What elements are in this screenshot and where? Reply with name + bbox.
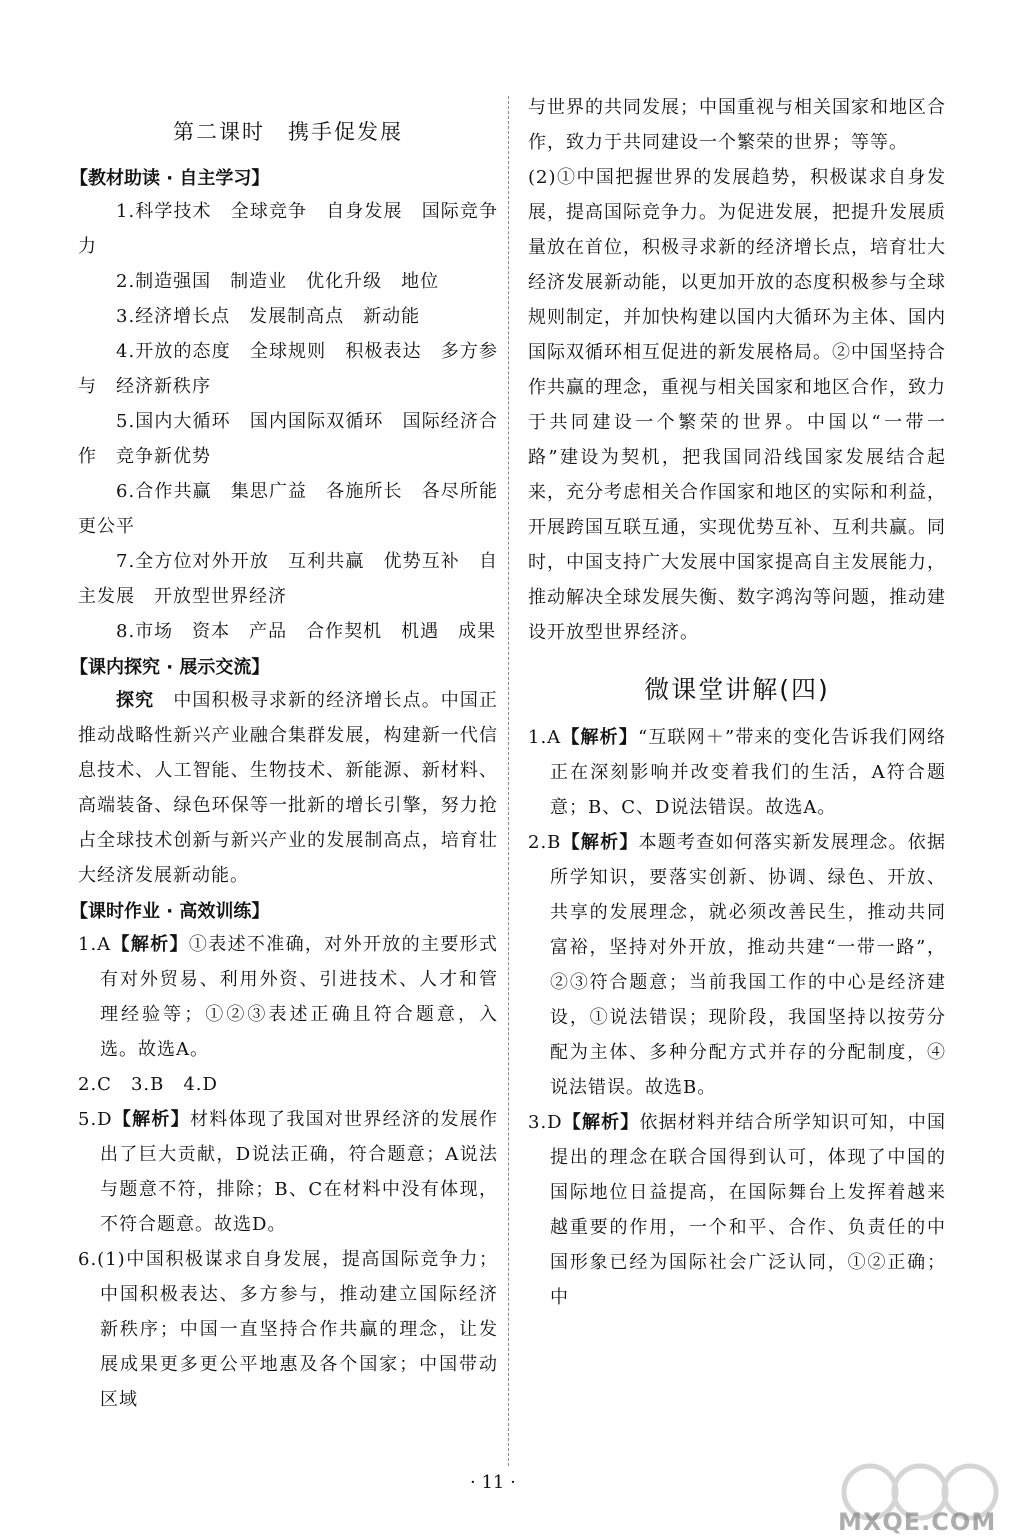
r2-text: 本题考查如何落实新发展理念。依据所学知识，要落实创新、协调、绿色、开放、共享的发展理念，就必须改善民生，推动共同富裕，坚持对外开放，推动共建“一带一路”，②③符合题意；当前我国工作的中心是经济建设，①说法错误；现阶段，我国坚持以按劳分配为主体、多种分配方式并存的分配制度，④说法错误。故选B。 [550,832,947,1098]
explore-text: 中国积极寻求新的经济增长点。中国正推动战略性新兴产业融合集群发展，构建新一代信息技术、人工智能、生物技术、新能源、新材料、高端装备、绿色环保等一批新的增长引擎，努力抢占全球技术创新与新兴产业的发展制高点，培育壮大经济发展新动能。 [78,690,499,886]
lecture-answer-1 [528,720,946,825]
page-number: · 11 · [470,1472,516,1493]
section-heading-reading: 【教材助读 · 自主学习】 [70,168,270,189]
left-column [70,90,517,1417]
explore-paragraph [78,683,498,893]
watermark-text: MXQE.COM [838,1508,997,1536]
r1-answer: 1.A [528,727,562,748]
lecture-answer-3 [528,1105,946,1315]
q5-tag: 【解析】 [112,1109,190,1130]
answer-item: 6.合作共赢 集思广益 各施所长 各尽所能 更公平 [78,481,517,537]
r2-tag: 【解析】 [561,832,639,853]
r1-text: “互联网＋”带来的变化告诉我们网络正在深刻影响并改变着我们的生活，A符合题意；B、C、D说法错误。故选A。 [550,727,946,818]
lecture-answer-2 [528,825,946,1105]
q1-answer: 1.A [78,934,112,955]
answer-part-2: (2)①中国把握世界的发展趋势，积极谋求自身发展，提高国际竞争力。为促进发展，把提升发展质量放在首位，积极寻求新的经济增长点，培育壮大经济发展新动能，以更加开放的态度积极参与全球规则制定，并加快构建以国内大循环为主体、国内国际双循环相互促进的新发展格局。②中国坚持合作共赢的理念，重视与相关国家和地区合作，致力于共同建设一个繁荣的世界。中国以“一带一路”建设为契机，把我国同沿线国家发展结合起来，充分考虑相关合作国家和地区的实际和利益，开展跨国互联互通，实现优势互补、互利共赢。同时，中国支持广大发展中国家提高自主发展能力，推动解决全球发展失衡、数字鸿沟等问题，推动建设开放型世界经济。 [528,167,946,643]
answer-q6: 6.(1)中国积极谋求自身发展，提高国际竞争力；中国积极表达、多方参与，推动建立国际经济新秩序；中国一直坚持合作共赢的理念，让发展成果更多更公平地惠及各个国家；中国带动区域 [78,1249,498,1410]
column-divider [508,96,510,1466]
answer-item: 2.制造强国 制造业 优化升级 地位 [116,271,440,292]
q5-text: 材料体现了我国对世界经济的发展作出了巨大贡献，D说法正确，符合题意；A说法与题意不符，排除；B、C在材料中没有体现，不符合题意。故选D。 [100,1109,499,1235]
explore-label: 探究 [116,690,155,711]
lesson-title: 第二课时 携手促发展 [173,120,403,144]
micro-lecture-heading: 微课堂讲解(四) [644,675,830,704]
answer-q1 [78,927,498,1067]
answer-item: 3.经济增长点 发展制高点 新动能 [116,306,421,327]
answer-q2-4: 2.C 3.B 4.D [78,1074,218,1095]
q5-answer: 5.D [78,1109,113,1130]
answer-item: 1.科学技术 全球竞争 自身发展 国际竞争力 [78,201,498,257]
r2-answer: 2.B [528,832,562,853]
right-column [528,90,946,1315]
answer-item: 4.开放的态度 全球规则 积极表达 多方参与 经济新秩序 [78,341,498,397]
q1-tag: 【解析】 [111,934,189,955]
continued-paragraph: 与世界的共同发展；中国重视与相关国家和地区合作，致力于共同建设一个繁荣的世界；等等。 [528,97,946,153]
r3-text: 依据材料并结合所学知识可知，中国提出的理念在联合国得到认可，体现了中国的国际地位日益提高，在国际舞台上发挥着越来越重要的作用，一个和平、合作、负责任的中国形象已经为国际社会广泛认同，①②正确；中 [550,1112,947,1308]
r3-answer: 3.D [528,1112,563,1133]
answer-item: 8.市场 资本 产品 合作契机 机遇 成果 [116,621,497,642]
answer-item: 5.国内大循环 国内国际双循环 国际经济合作 竞争新优势 [78,411,498,467]
section-heading-explore: 【课内探究 · 展示交流】 [70,657,270,678]
r1-tag: 【解析】 [561,727,638,748]
r3-tag: 【解析】 [562,1112,640,1133]
q1-text: ①表述不准确，对外开放的主要形式有对外贸易、利用外资、引进技术、人才和管理经验等；①②③表述正确且符合题意，入选。故选A。 [100,934,498,1060]
section-heading-homework: 【课时作业 · 高效训练】 [70,901,270,922]
answer-q5 [78,1102,498,1242]
answer-item: 7.全方位对外开放 互利共赢 优势互补 自主发展 开放型世界经济 [78,551,498,607]
